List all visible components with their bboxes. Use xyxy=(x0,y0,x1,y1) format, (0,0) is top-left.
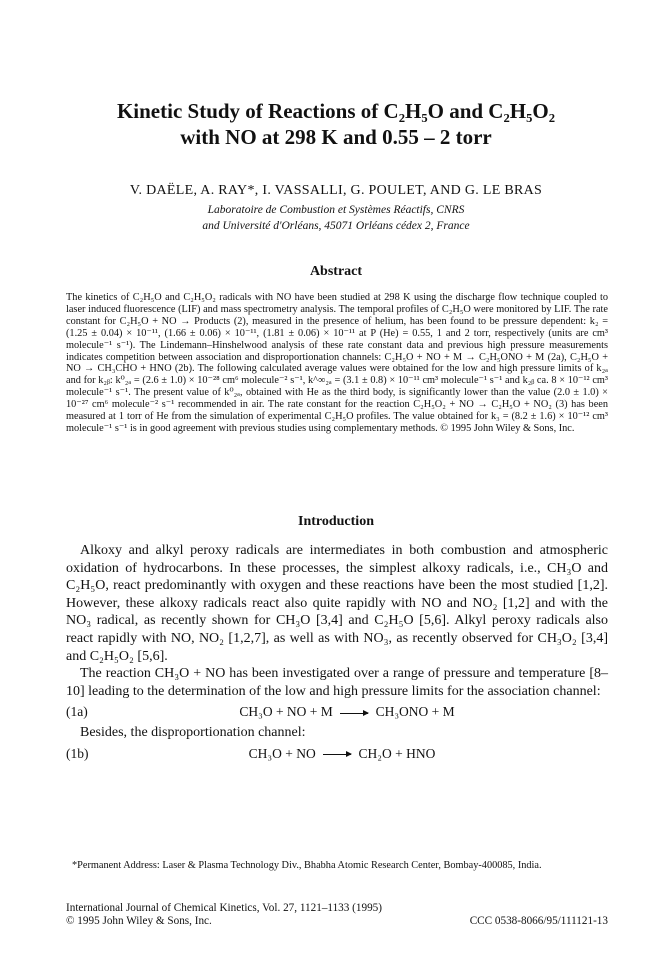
introduction-body xyxy=(66,542,608,766)
journal-info xyxy=(66,902,608,927)
journal-citation-row xyxy=(66,902,608,915)
equation-1b xyxy=(66,744,608,764)
intro-paragraph-3: Besides, the disproportionation channel: xyxy=(80,725,306,741)
affiliation-line-2: and Université d'Orléans, 45071 Orléans cédex 2, France xyxy=(202,220,470,232)
abstract-body xyxy=(66,292,608,435)
abstract-heading: Abstract xyxy=(309,264,363,279)
reaction-arrow-icon xyxy=(340,713,368,714)
equation-1b-body xyxy=(66,744,608,764)
article-title xyxy=(60,98,612,150)
equation-1a-rhs: CH₃ONO + M xyxy=(375,704,455,720)
title-line-1: Kinetic Study of Reactions of C₂H₅O and C₂H₅O₂ xyxy=(116,99,556,123)
intro-paragraph-1: Alkoxy and alkyl peroxy radicals are intermediates in both combustion and atmospheric oxidation of hydrocarbons. In these processes, the simplest alkoxy radicals, i.e., CH₃O and C₂H₅O, react predominantly with oxygen and these reactions have been the most studied [1,2]. However, these alkoxy radicals react also quite rapidly with NO and NO₂ [1,2] and with the NO₃ radical, as recently shown for CH₃O [3,4] and C₂H₅O [5,6]. Alkyl peroxy radicals also react rapidly with NO, NO₂ [1,2,7], as well as with NO₃, as recently observed for CH₃O₂ [3,4] and C₂H₅O₂ [5,6]. xyxy=(66,543,608,664)
affiliation xyxy=(40,202,632,234)
equation-1b-lhs: CH₃O + NO xyxy=(248,745,316,761)
equation-1a-label: (1a) xyxy=(66,704,88,720)
equation-1a-body xyxy=(66,702,608,722)
journal-ccc-code: CCC 0538-8066/95/111121-13 xyxy=(469,914,608,927)
journal-citation: International Journal of Chemical Kinetics, Vol. 27, 1121–1133 (1995) xyxy=(66,902,382,914)
introduction-heading: Introduction xyxy=(298,514,374,529)
title-line-2: with NO at 298 K and 0.55 – 2 torr xyxy=(180,125,492,149)
equation-1a xyxy=(66,702,608,722)
intro-paragraph-2: The reaction CH₃O + NO has been investigated over a range of pressure and temperature [8–10] leading to the determination of the low and high pressure limits for the association channel: xyxy=(66,666,608,699)
equation-1b-rhs: CH₂O + HNO xyxy=(358,745,436,761)
footnote-text: *Permanent Address: Laser & Plasma Technology Div., Bhabha Atomic Research Center, Bombay-400085, India. xyxy=(72,860,542,871)
journal-copyright-row xyxy=(66,915,608,928)
author-list: V. DAËLE, A. RAY*, I. VASSALLI, G. POULET, AND G. LE BRAS xyxy=(129,183,543,198)
footnote xyxy=(66,860,608,873)
equation-1b-label: (1b) xyxy=(66,745,89,761)
reaction-arrow-icon xyxy=(323,754,351,755)
abstract-text: The kinetics of C₂H₅O and C₂H₅O₂ radicals with NO have been studied at 298 K using the discharge flow technique coupled to laser induced fluorescence (LIF) and mass spectrometry analysis. The temporal profiles of C₂H₅O were monitored by LIF. The rate constant for C₂H₅O + NO → Products (2), measured in the presence of helium, has been found to be pressure dependent: k₂ = (1.25 ± 0.04) × 10⁻¹¹, (1.66 ± 0.06) × 10⁻¹¹, (1.81 ± 0.06) × 10⁻¹¹ at P (He) = 0.55, 1 and 2 torr, respectively (units are cm³ molecule⁻¹ s⁻¹). The Lindemann–Hinshelwood analysis of these rate constant data and previous high pressure measurements indicates competition between association and disproportionation channels: C₂H₅O + NO + M → C₂H₅ONO + M (2a), C₂H₅O + NO → CH₃CHO + HNO (2b). The following calculated average values were obtained for the low and high pressure limits of k₂ₐ and for k₂ᵦ: k⁰₂ₐ = (2.6 ± 1.0) × 10⁻²⁸ cm⁶ molecule⁻² s⁻¹, k^∞₂ₐ = (3.1 ± 0.8) × 10⁻¹¹ cm³ molecule⁻¹ s⁻¹ and k₂ᵦ ca. 8 × 10⁻¹² cm³ molecule⁻¹ s⁻¹. The present value of k⁰₂ₐ, obtained with He as the third body, is significantly lower than the value (2.0 ± 1.0) × 10⁻²⁷ cm⁶ molecule⁻² s⁻¹ recommended in air. The rate constant for the reaction C₂H₅O₂ + NO → C₂H₅O + NO₂ (3) has been measured at 1 torr of He from the simulation of experimental C₂H₅O profiles. The value obtained for k₃ = (8.2 ± 1.6) × 10⁻¹² cm³ molecule⁻¹ s⁻¹ is in good agreement with previous studies using complementary methods. © 1995 John Wiley & Sons, Inc. xyxy=(66,292,608,434)
affiliation-line-1: Laboratoire de Combustion et Systèmes Réactifs, CNRS xyxy=(207,204,465,216)
journal-copyright: © 1995 John Wiley & Sons, Inc. xyxy=(66,914,212,927)
equation-1a-lhs: CH₃O + NO + M xyxy=(239,704,333,720)
